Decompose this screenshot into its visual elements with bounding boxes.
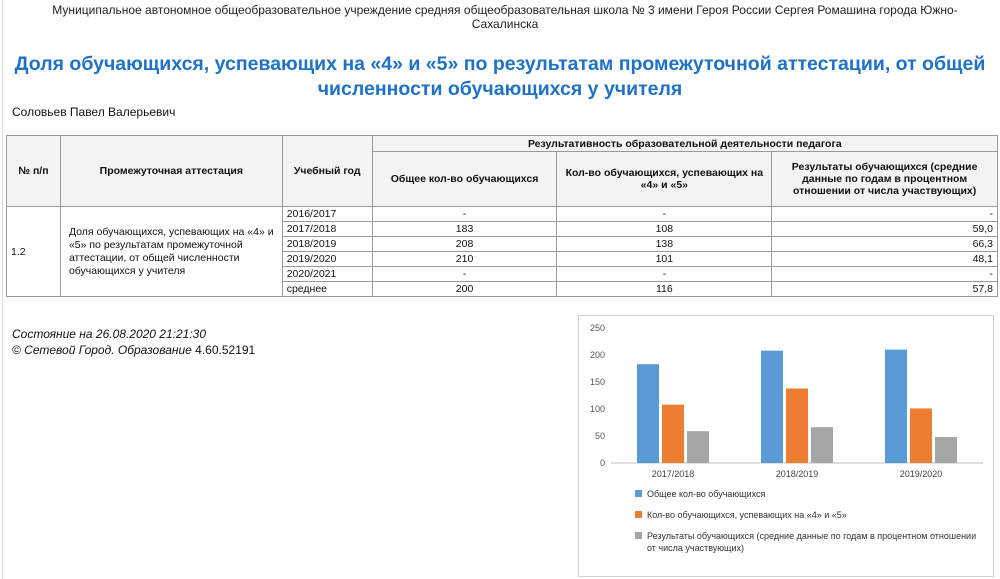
bar: [761, 351, 783, 463]
bar: [935, 437, 957, 463]
results-table: [6, 135, 998, 297]
page-title: Доля обучающихся, успевающих на «4» и «5» по результатам промежуточной аттестации, от общей численности обучающихся у учителя: [14, 53, 986, 100]
legend-swatch: [635, 511, 642, 518]
result-cell: 48,1: [772, 252, 998, 267]
good-cell: 116: [557, 282, 772, 297]
total-cell: -: [372, 207, 557, 222]
result-cell: -: [772, 267, 998, 282]
result-cell: 66,3: [772, 237, 998, 252]
version-text: 4.60.52191: [195, 343, 256, 357]
bar: [811, 427, 833, 463]
y-tick-label: 250: [589, 323, 605, 333]
good-cell: 101: [557, 252, 772, 267]
chart-legend: [635, 488, 985, 563]
legend-swatch: [635, 490, 642, 497]
group-header: Результативность образовательной деятельности педагога: [372, 136, 997, 152]
y-tick-label: 0: [599, 458, 605, 468]
col-total-header: Общее кол-во обучающихся: [372, 152, 557, 207]
good-cell: -: [557, 267, 772, 282]
bar: [885, 350, 907, 463]
col-result-header: Результаты обучающихся (средние данные по годам в процентном отношении от числа участвующих): [772, 152, 998, 207]
status-timestamp: Состояние на 26.08.2020 21:21:30: [12, 327, 207, 341]
col-number-header: № п/п: [7, 136, 61, 207]
result-cell: -: [772, 207, 998, 222]
y-tick-label: 100: [589, 404, 605, 414]
y-tick-label: 50: [594, 431, 605, 441]
col-attestation-header: Промежуточная аттестация: [60, 136, 282, 207]
sheet-gridline: [2, 0, 3, 579]
bar: [662, 405, 684, 463]
legend-entry: [635, 488, 985, 500]
bar: [637, 364, 659, 463]
legend-label: Общее кол-во обучающихся: [647, 489, 766, 499]
item-number: 1.2: [7, 207, 61, 297]
total-cell: -: [372, 267, 557, 282]
bar-chart: [579, 316, 993, 486]
good-cell: 108: [557, 222, 772, 237]
good-cell: 138: [557, 237, 772, 252]
legend-swatch: [635, 532, 642, 539]
total-cell: 208: [372, 237, 557, 252]
total-cell: 200: [372, 282, 557, 297]
legend-label: Результаты обучающихся (средние данные по годам в процентном отношении от числа участвующих): [647, 531, 977, 553]
status-block: [12, 326, 255, 358]
good-cell: -: [557, 207, 772, 222]
bar: [910, 408, 932, 463]
legend-entry: [635, 509, 985, 521]
x-tick-label: 2017/2018: [651, 469, 695, 479]
total-cell: 210: [372, 252, 557, 267]
table-header-row: [7, 136, 998, 152]
year-cell: 2018/2019: [282, 237, 372, 252]
copyright-text: © Сетевой Город. Образование: [12, 343, 192, 357]
total-cell: 183: [372, 222, 557, 237]
chart-container[interactable]: [578, 315, 994, 577]
year-cell: 2016/2017: [282, 207, 372, 222]
year-cell: 2019/2020: [282, 252, 372, 267]
col-good-header: Кол-во обучающихся, успевающих на «4» и «5»: [557, 152, 772, 207]
bar: [786, 388, 808, 463]
year-cell: среднее: [282, 282, 372, 297]
school-name: Муниципальное автономное общеобразовательное учреждение средняя общеобразовательная школа № 3 имени Героя России Сергея Ромашина города Южно-Сахалинска: [52, 3, 958, 31]
bar: [687, 431, 709, 463]
table-row: [7, 207, 998, 222]
y-tick-label: 150: [589, 377, 605, 387]
item-description: Доля обучающихся, успевающих на «4» и «5» по результатам промежуточной аттестации, от общей численности обучающихся у учителя: [60, 207, 282, 297]
x-tick-label: 2018/2019: [775, 469, 819, 479]
result-cell: 57,8: [772, 282, 998, 297]
year-cell: 2020/2021: [282, 267, 372, 282]
result-cell: 59,0: [772, 222, 998, 237]
y-tick-label: 200: [589, 350, 605, 360]
x-tick-label: 2019/2020: [899, 469, 943, 479]
copyright-line: [12, 342, 255, 358]
col-year-header: Учебный год: [282, 136, 372, 207]
legend-entry: [635, 530, 985, 554]
legend-label: Кол-во обучающихся, успевающих на «4» и «5»: [647, 510, 847, 520]
year-cell: 2017/2018: [282, 222, 372, 237]
teacher-name: Соловьев Павел Валерьевич: [12, 105, 176, 119]
